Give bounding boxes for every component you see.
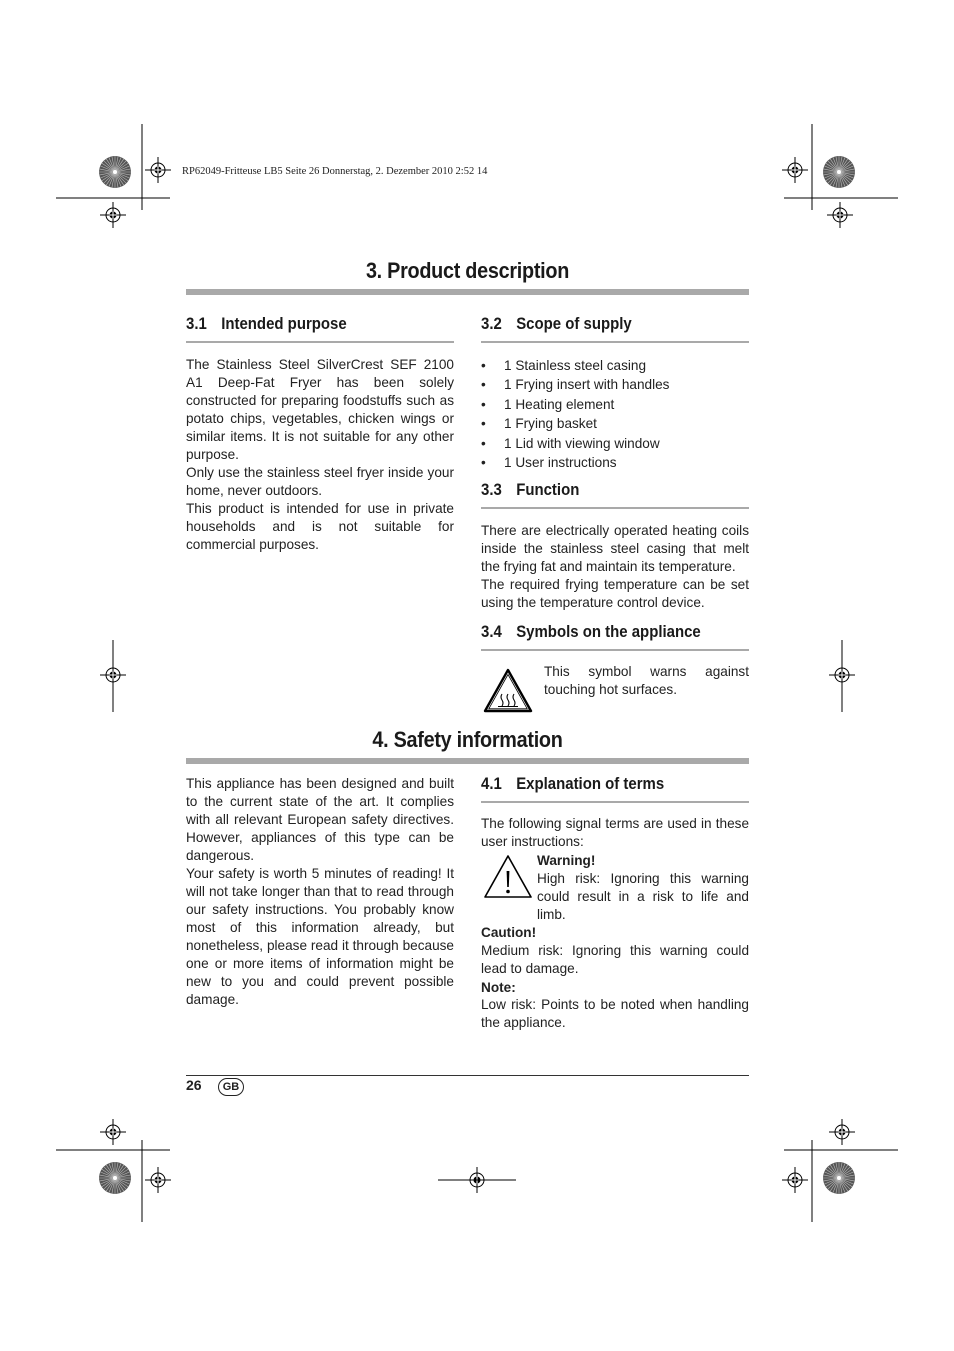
heading-3-1-rule [186,341,454,343]
heading-number: 3.2 [481,314,502,333]
heading-number: 3.1 [186,314,207,333]
list-item: • 1 Frying insert with handles [481,375,749,394]
heading-3-4 [481,622,701,642]
heading-number: 3.3 [481,480,502,499]
note-label: Note: [481,980,516,995]
safety-intro-text [186,775,454,1009]
heading-4-1 [481,774,664,794]
symbol-text: This symbol warns against touching hot surfaces. [544,664,749,697]
warning-label: Warning! [537,853,596,868]
list-item: • 1 Stainless steel casing [481,356,749,375]
page-number: 26 [186,1077,202,1093]
function-text [481,522,749,612]
heading-text: Scope of supply [516,314,632,333]
section-3-title: 3. Product description [365,258,570,283]
paragraph: Your safety is worth 5 minutes of reading! It will not take longer than that to read through our safety instructions. You probably know most of this information already, but nonetheless, please read it through because one or more items of information might be new to you and could prevent possible damage. [186,866,454,1007]
paragraph: This product is intended for use in private households and is not suitable for commercial purposes. [186,501,454,552]
heading-3-2-rule [481,341,749,343]
heading-3-4-rule [481,649,749,651]
heading-3-3 [481,480,579,500]
language-badge: GB [218,1078,244,1096]
caution-text: Medium risk: Ignoring this warning could lead to damage. [481,943,749,976]
heading-text: Symbols on the appliance [516,622,701,641]
paragraph: This appliance has been designed and built to the current state of the art. It complies with all relevant European safety directives. However, appliances of this type can be dangerous. [186,776,454,863]
heading-text: Explanation of terms [516,774,665,793]
heading-text: Intended purpose [221,314,347,333]
list-item: • 1 Lid with viewing window [481,434,749,453]
section-4-rule [186,758,749,764]
heading-3-2 [481,314,632,334]
heading-3-1 [186,314,347,334]
section-4-title: 4. Safety information [372,727,563,752]
caution-label: Caution! [481,925,537,940]
paragraph: The Stainless Steel SilverCrest SEF 2100 A1 Deep-Fat Fryer has been solely constructed for preparing foodstuffs such as potato chips, vegetables, chicken wings or similar items. It is not suitable for any other purpose. [186,357,454,462]
heading-number: 4.1 [481,774,502,793]
heading-number: 3.4 [481,622,502,641]
exclamation-warning-icon [482,853,534,901]
heading-4-1-rule [481,801,749,803]
footer-rule [186,1075,749,1076]
list-item: • 1 User instructions [481,453,749,472]
list-item: • 1 Frying basket [481,414,749,433]
heading-text: Function [516,480,580,499]
scope-of-supply-list [481,356,749,472]
terms-intro-text: The following signal terms are used in these user instructions: [481,816,749,849]
print-slug: RP62049-Fritteuse LB5 Seite 26 Donnerstag, 2. Dezember 2010 2:52 14 [182,166,488,177]
heading-3-3-rule [481,507,749,509]
hot-surface-warning-icon [483,668,533,714]
section-3-rule [186,289,749,295]
intended-purpose-text [186,356,454,554]
paragraph: There are electrically operated heating coils inside the stainless steel casing that melt the frying fat and maintain its temperature. [481,523,749,574]
paragraph: The required frying temperature can be set using the temperature control device. [481,577,749,610]
paragraph: Only use the stainless steel fryer inside your home, never outdoors. [186,465,454,498]
warning-text: High risk: Ignoring this warning could result in a risk to life and limb. [537,871,749,922]
list-item: • 1 Heating element [481,395,749,414]
note-text: Low risk: Points to be noted when handling the appliance. [481,997,749,1030]
